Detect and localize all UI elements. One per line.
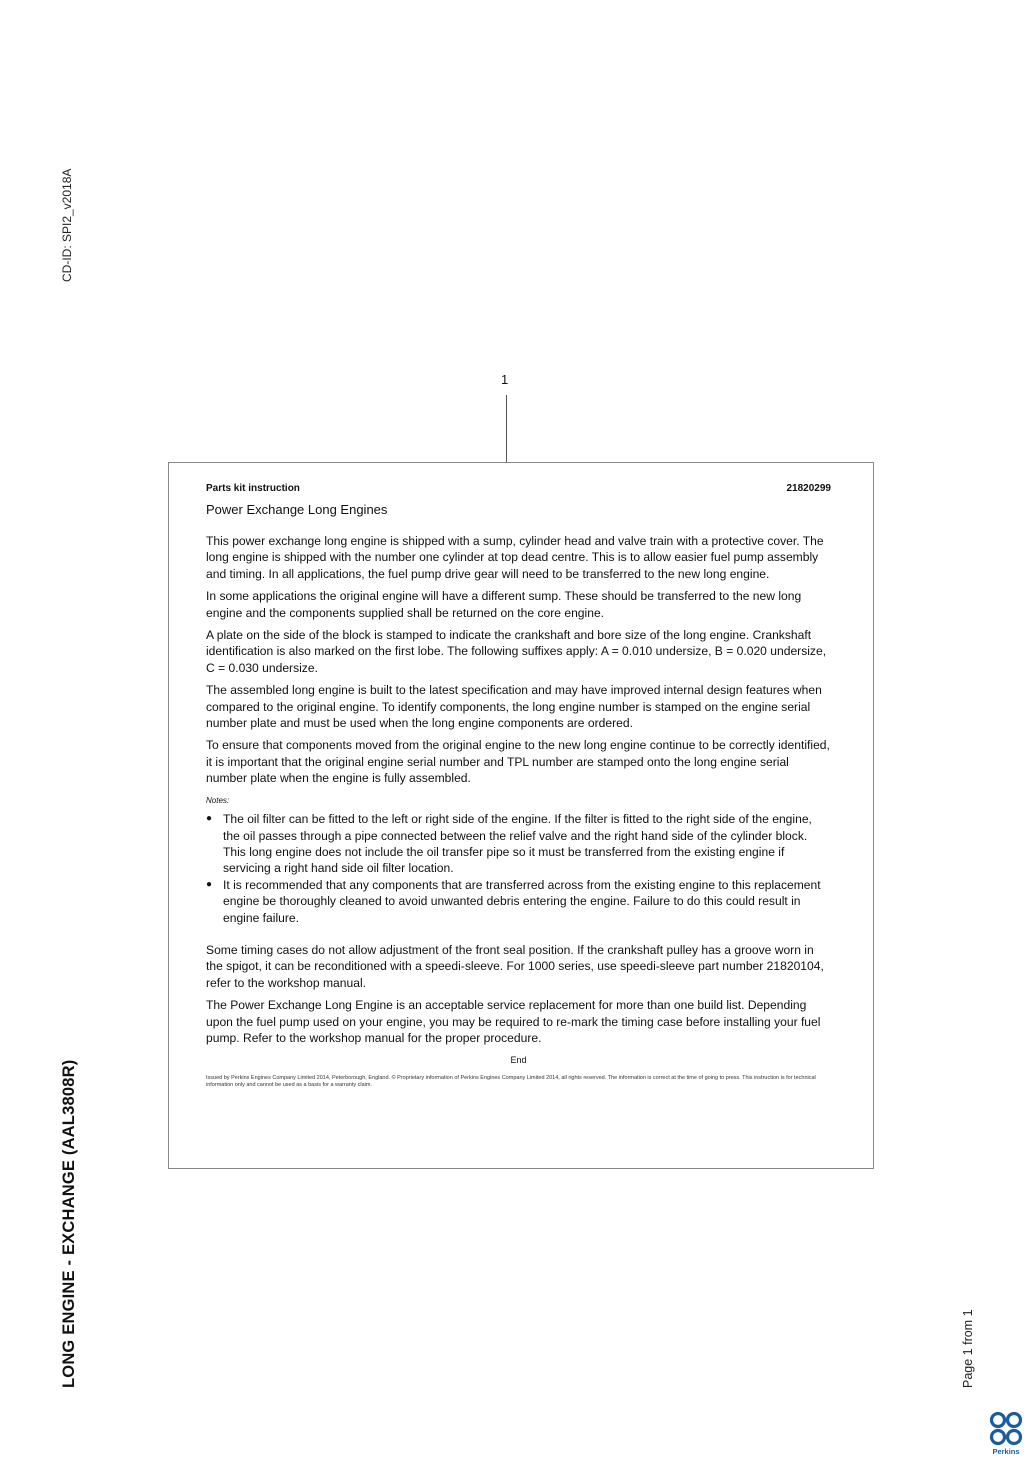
perkins-logo: [988, 1412, 1024, 1458]
part-number: 21820299: [786, 483, 831, 494]
document-title: LONG ENGINE - EXCHANGE (AAL3808R): [60, 1059, 78, 1388]
note-item: ● The oil filter can be fitted to the left or right side of the engine. If the filter is fitted to the right side of the engine, the oil passes through a pipe connected between the relief valve and the right hand side of the cylinder block. This long engine does not include the oil transfer pipe so it must be transferred from the existing engine if servicing a right hand side oil filter location.: [206, 811, 831, 877]
sheet-body: [206, 533, 831, 1089]
perkins-logo-icon: [988, 1412, 1024, 1446]
sheet-header: [206, 483, 831, 494]
notes-list: [206, 811, 831, 926]
page-indicator: Page 1 from 1: [961, 1309, 975, 1388]
legal-footer: Issued by Perkins Engines Company Limited 2014, Peterborough, England. © Proprietary information of Perkins Engines Company Limited 2014, all rights reserved. The information is correct at the time of going to press. This instruction is for technical information only and cannot be used as a basis for a warranty claim.: [206, 1074, 816, 1088]
paragraph: The Power Exchange Long Engine is an acceptable service replacement for more than one build list. Depending upon the fuel pump used on your engine, you may be required to re-mark the timing case before installing your fuel pump. Refer to the workshop manual for the proper procedure.: [206, 998, 821, 1045]
notes-label: Notes:: [206, 795, 230, 805]
parts-kit-instruction-sheet: [168, 462, 874, 1169]
paragraph: The assembled long engine is built to the latest specification and may have improved internal design features when compared to the original engine. To identify components, the long engine number is stamped on the engine serial number plate and must be used when the long engine components are ordered.: [206, 683, 822, 731]
end-marker: End: [510, 1055, 527, 1066]
paragraph: To ensure that components moved from the original engine to the new long engine continue to be correctly identified, it is important that the original engine serial number and TPL number are stamped onto the long engine serial number plate when the engine is fully assembled.: [206, 738, 830, 786]
sheet-header-label: Parts kit instruction: [206, 483, 300, 494]
paragraph: Some timing cases do not allow adjustment of the front seal position. If the crankshaft pulley has a groove worn in the spigot, it can be reconditioned with a speedi-sleeve. For 1000 series, use speedi-sleeve part number 21820104, refer to the workshop manual.: [206, 942, 824, 990]
paragraph: This power exchange long engine is shipped with a sump, cylinder head and valve train with a protective cover. The long engine is shipped with the number one cylinder at top dead centre. This is to allow easier fuel pump assembly and timing. In all applications, the fuel pump drive gear will need to be transferred to the new long engine.: [206, 534, 824, 581]
callout-leader-line: [506, 395, 507, 463]
logo-wordmark: Perkins: [992, 1447, 1020, 1456]
paragraph: A plate on the side of the block is stamped to indicate the crankshaft and bore size of the long engine. Crankshaft identification is also marked on the first lobe. The following suffixes apply: A = 0.010 undersize, B = 0.020 undersize, C = 0.030 undersize.: [206, 628, 827, 675]
paragraph: In some applications the original engine will have a different sump. These should be transferred to the new long engine and the components supplied shall be returned on the core engine.: [206, 589, 802, 620]
callout-number: 1: [501, 372, 509, 387]
sheet-title: Power Exchange Long Engines: [206, 502, 388, 517]
note-item: ● It is recommended that any components that are transferred across from the existing engine to this replacement engine be thoroughly cleaned to avoid unwanted debris entering the engine. Failure to do this could result in engine failure.: [206, 877, 831, 926]
cd-id-label: CD-ID: SPI2_v2018A: [60, 168, 74, 282]
